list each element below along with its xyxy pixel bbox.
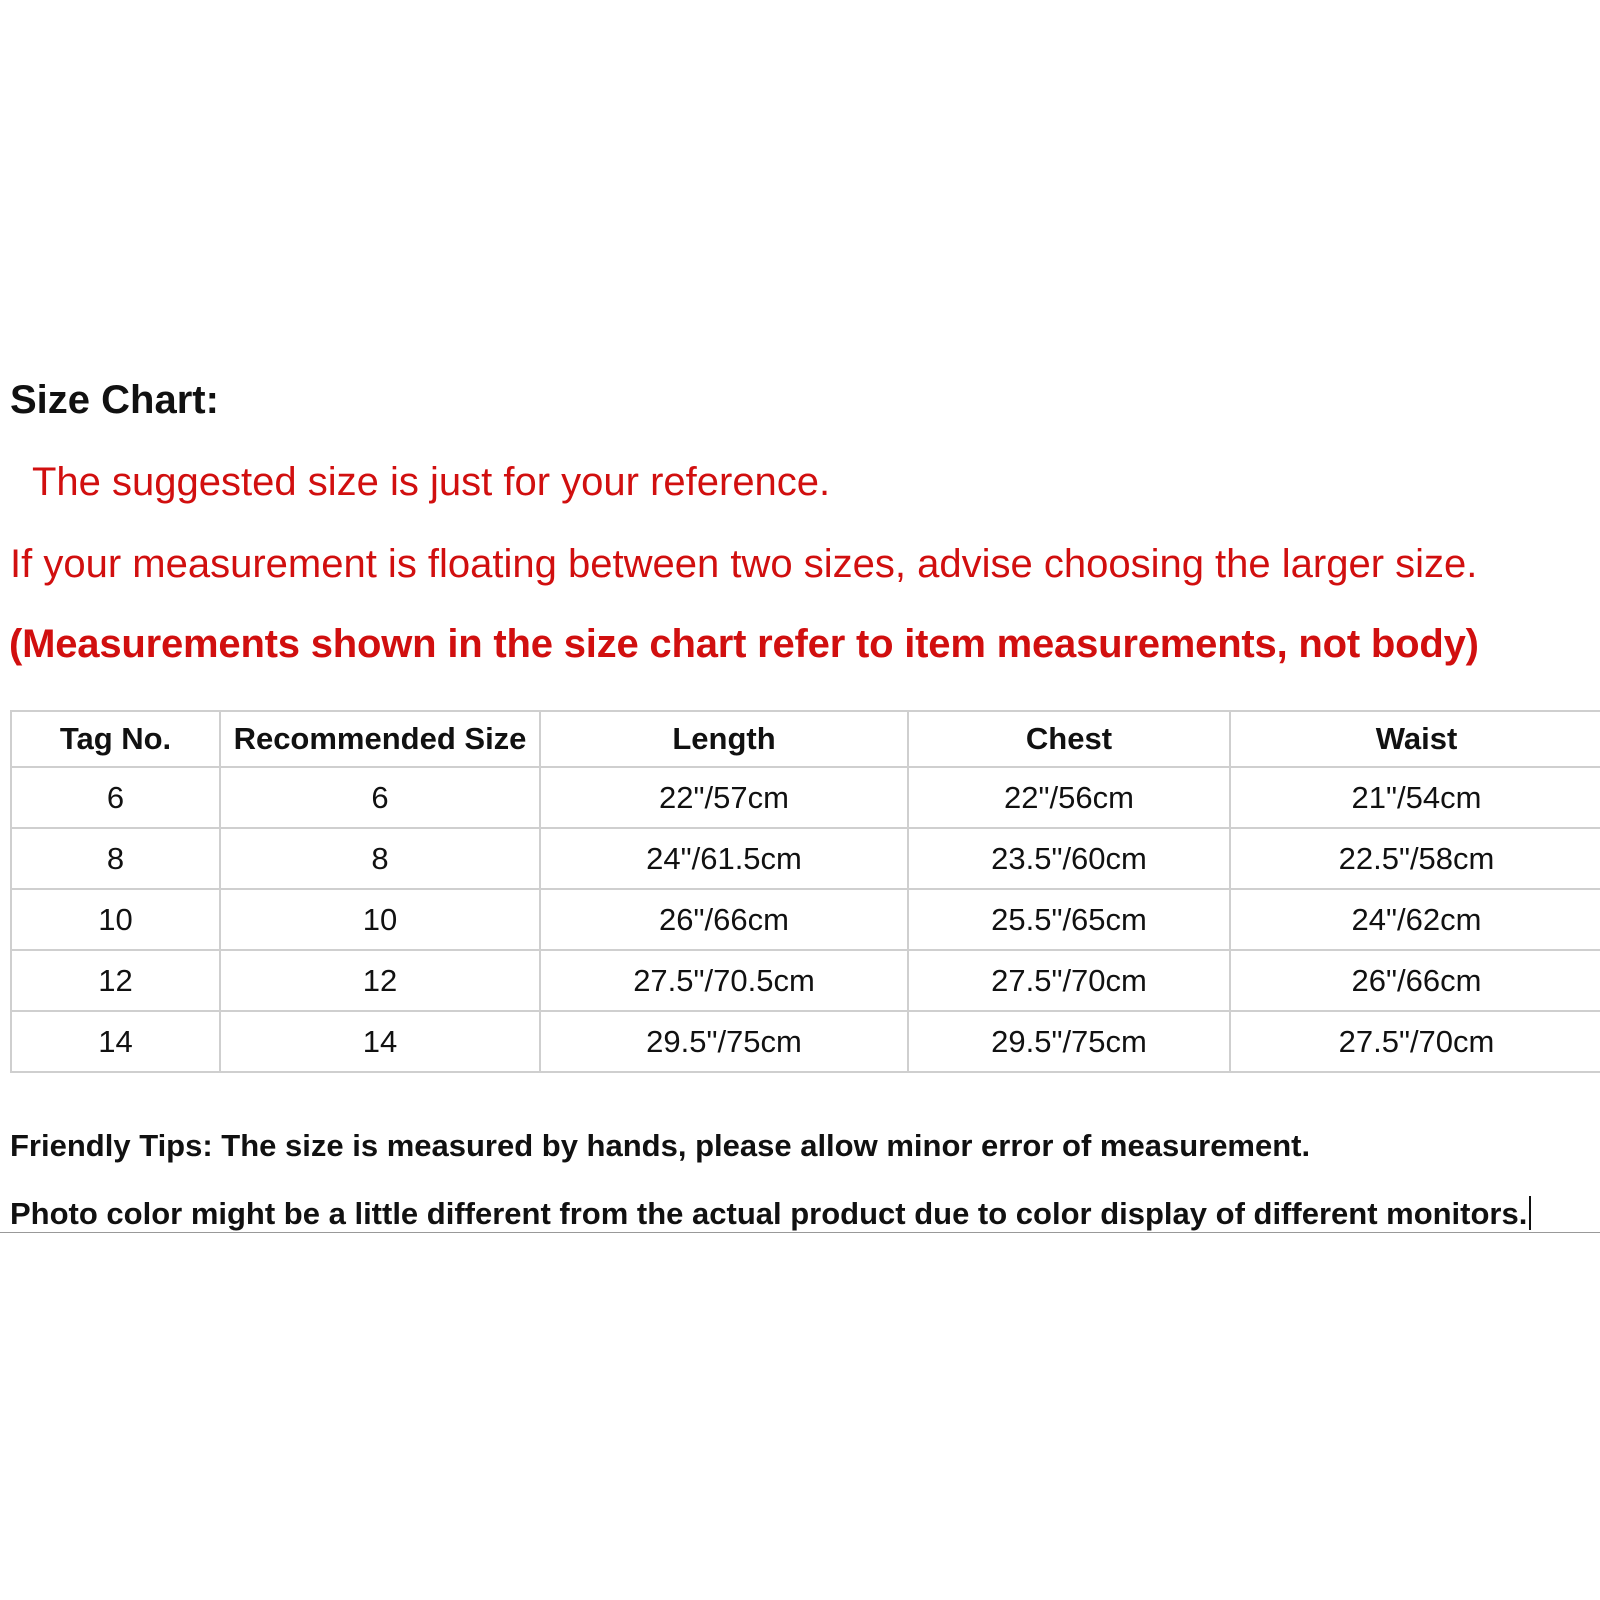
- size-chart-title: Size Chart:: [10, 378, 219, 422]
- cell-length: 29.5"/75cm: [540, 1011, 908, 1072]
- text-cursor: [1529, 1196, 1531, 1230]
- cell-length: 27.5"/70.5cm: [540, 950, 908, 1011]
- cell-length: 22"/57cm: [540, 767, 908, 828]
- reference-note: The suggested size is just for your reference.: [32, 460, 831, 504]
- cell-tag-no: 12: [11, 950, 220, 1011]
- divider-line: [0, 1232, 1600, 1233]
- header-recommended-size: Recommended Size: [220, 711, 540, 767]
- size-table: [10, 710, 1600, 1073]
- table-row: [11, 1011, 1600, 1072]
- color-disclaimer: [10, 1196, 1531, 1232]
- table-row: [11, 828, 1600, 889]
- table-header-row: [11, 711, 1600, 767]
- table-row: [11, 950, 1600, 1011]
- cell-waist: 22.5"/58cm: [1230, 828, 1600, 889]
- cell-length: 24"/61.5cm: [540, 828, 908, 889]
- header-tag-no: Tag No.: [11, 711, 220, 767]
- cell-chest: 25.5"/65cm: [908, 889, 1230, 950]
- color-disclaimer-text: Photo color might be a little different from the actual product due to color display of different monitors.: [10, 1196, 1528, 1231]
- header-waist: Waist: [1230, 711, 1600, 767]
- cell-chest: 29.5"/75cm: [908, 1011, 1230, 1072]
- cell-chest: 22"/56cm: [908, 767, 1230, 828]
- cell-recommended-size: 8: [220, 828, 540, 889]
- cell-waist: 24"/62cm: [1230, 889, 1600, 950]
- header-chest: Chest: [908, 711, 1230, 767]
- measurement-disclaimer: (Measurements shown in the size chart refer to item measurements, not body): [9, 622, 1479, 666]
- table-row: [11, 889, 1600, 950]
- cell-recommended-size: 12: [220, 950, 540, 1011]
- cell-tag-no: 6: [11, 767, 220, 828]
- cell-chest: 23.5"/60cm: [908, 828, 1230, 889]
- cell-recommended-size: 14: [220, 1011, 540, 1072]
- cell-waist: 21"/54cm: [1230, 767, 1600, 828]
- cell-recommended-size: 6: [220, 767, 540, 828]
- cell-waist: 27.5"/70cm: [1230, 1011, 1600, 1072]
- cell-waist: 26"/66cm: [1230, 950, 1600, 1011]
- cell-length: 26"/66cm: [540, 889, 908, 950]
- cell-recommended-size: 10: [220, 889, 540, 950]
- cell-tag-no: 8: [11, 828, 220, 889]
- cell-tag-no: 10: [11, 889, 220, 950]
- cell-tag-no: 14: [11, 1011, 220, 1072]
- header-length: Length: [540, 711, 908, 767]
- friendly-tip: Friendly Tips: The size is measured by hands, please allow minor error of measurement.: [10, 1128, 1311, 1163]
- table-row: [11, 767, 1600, 828]
- larger-size-advice: If your measurement is floating between two sizes, advise choosing the larger size.: [10, 542, 1478, 586]
- cell-chest: 27.5"/70cm: [908, 950, 1230, 1011]
